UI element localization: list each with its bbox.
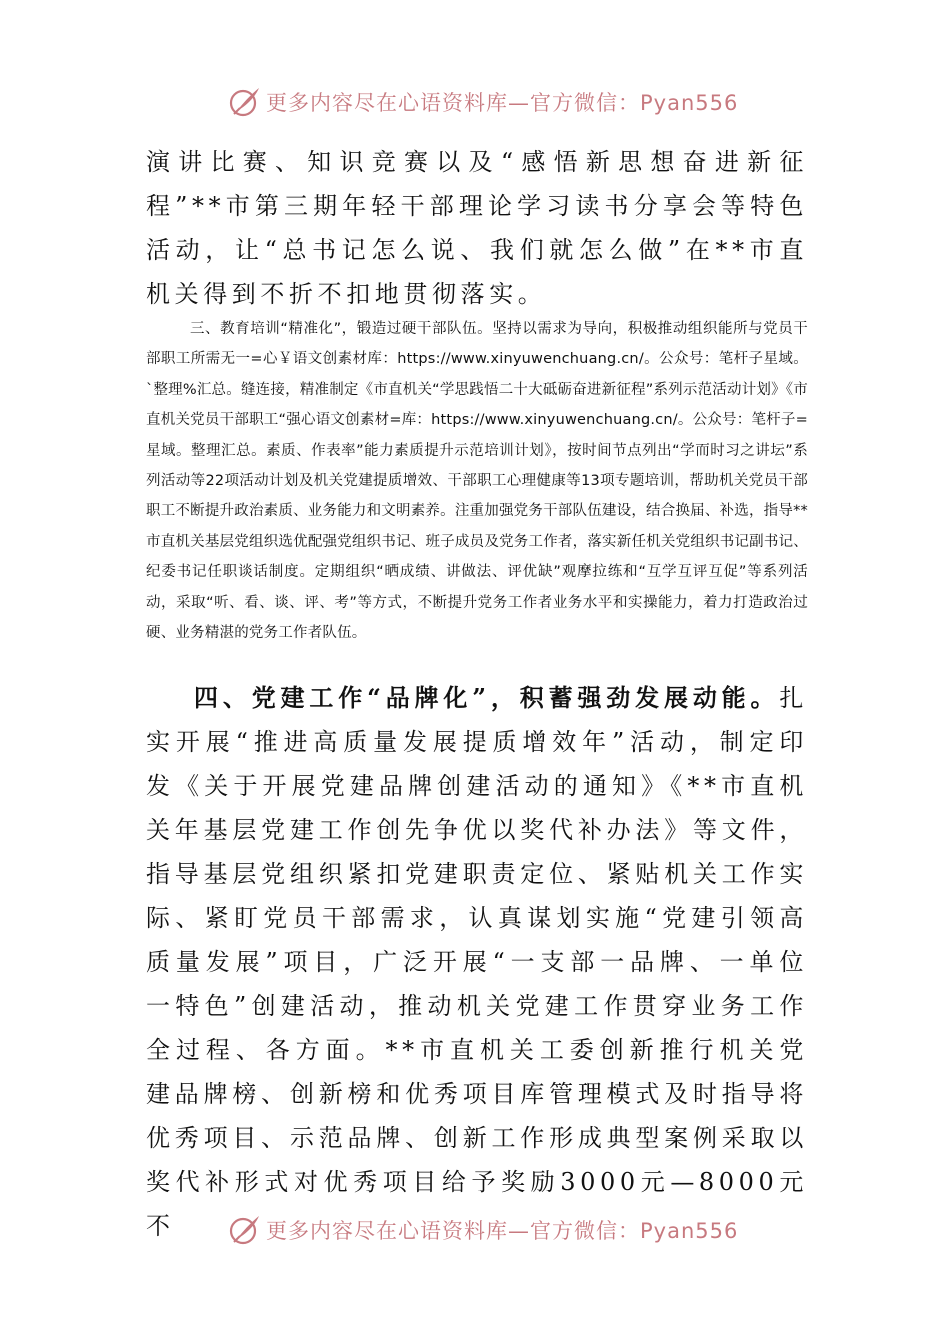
paragraph-section-three: 三、教育培训“精准化”，锻造过硬干部队伍。坚持以需求为导向，积极推动组织能所与党员干部职工所需无一=心￥语文创素材库：https://www.xinyuwenchuang.cn/。公众号：笔杆子星域。`整理%汇总。缝连接，精准制定《市直机关“学思践悟二十大砥砺奋进新征程”系列示范活动计划》《市直机关党员干部职工“强心语文创素材=库：https://www.xinyuwenchuang.cn/。公众号：笔杆子=星域。整理汇总。素质、作表率”能力素质提升示范培训计划》，按时间节点列出“学而时习之讲坛”系列活动等22项活动计划及机关党建提质增效、干部职工心理健康等13项专题培训，帮助机关党员干部职工不断提升政治素质、业务能力和文明素养。注重加强党务干部队伍建设，结合换届、补选，指导**市直机关基层党组织选优配强党组织书记、班子成员及党务工作者，落实新任机关党组织书记副书记、纪委书记任职谈话制度。定期组织“晒成绩、讲做法、评优缺”观摩拉练和“互学互评互促”等系列活动，采取“听、看、谈、评、考”等方式，不断提升党务工作者业务水平和实操能力，着力打造政治过硬、业务精湛的党务工作者队伍。 (146, 321, 808, 642)
section-four-heading: 四、党建工作“品牌化”，积蓄强劲发展动能。 (194, 683, 780, 712)
banner-text: 更多内容尽在心语资料库—官方微信：Pyan556 (266, 1219, 739, 1243)
quill-logo-icon (228, 85, 262, 119)
header-banner (228, 84, 748, 120)
footer-banner (228, 1212, 748, 1248)
paragraph-continued: 演讲比赛、知识竞赛以及“感悟新思想奋进新征程”**市第三期年轻干部理论学习读书分享会等特色活动，让“总书记怎么说、我们就怎么做”在**市直机关得到不折不扣地贯彻落实。 (146, 148, 808, 308)
quill-logo-icon (228, 1213, 262, 1247)
banner-text: 更多内容尽在心语资料库—官方微信：Pyan556 (266, 91, 739, 115)
section-four-body: 扎实开展“推进高质量发展提质增效年”活动，制定印发《关于开展党建品牌创建活动的通知》《**市直机关年基层党建工作创先争优以奖代补办法》等文件，指导基层党组织紧扣党建职责定位、紧贴机关工作实际、紧盯党员干部需求，认真谋划实施“党建引领高质量发展”项目，广泛开展“一支部一品牌、一单位一特色”创建活动，推动机关党建工作贯穿业务工作全过程、各方面。**市直机关工委创新推行机关党建品牌榜、创新榜和优秀项目库管理模式及时指导将优秀项目、示范品牌、创新工作形成典型案例采取以奖代补形式对优秀项目给予奖励3000元—8000元不 (146, 684, 808, 1240)
paragraph-section-four (146, 676, 808, 1248)
